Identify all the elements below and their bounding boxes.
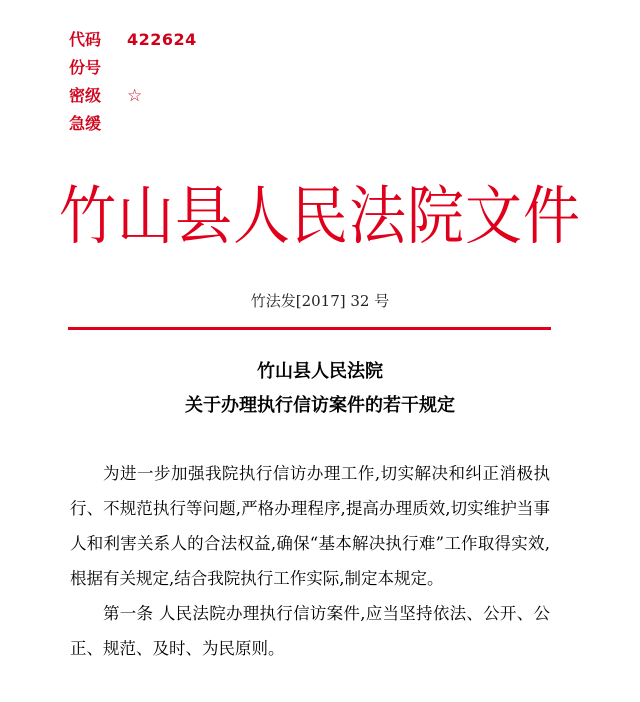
secrecy-label: 密级 [69, 86, 102, 105]
body-paragraph: 第一条 人民法院办理执行信访案件,应当坚持依法、公开、公正、规范、及时、为民原则。 [70, 604, 550, 658]
urgency-label: 急缓 [69, 114, 102, 133]
issuer-heading: 竹山县人民法院文件 [59, 179, 581, 254]
document-metadata [69, 26, 197, 138]
red-divider [68, 327, 551, 330]
body-paragraph: 为进一步加强我院执行信访办理工作,切实解决和纠正消极执行、不规范执行等问题,严格办理程序,提高办理质效,切实维护当事人和利害关系人的合法权益,确保“基本解决执行难”工作取得实效,根据有关规定,结合我院执行工作实际,制定本规定。 [70, 464, 550, 588]
code-label: 代码 [69, 30, 102, 49]
copy-number-row [69, 54, 197, 82]
document-number: 竹法发[2017] 32 号 [250, 292, 390, 310]
urgency-row [69, 110, 197, 138]
copy-number-label: 份号 [69, 58, 102, 77]
document-title-line-2: 关于办理执行信访案件的若干规定 [185, 395, 455, 416]
document-title-line-1: 竹山县人民法院 [257, 361, 383, 382]
code-row [69, 26, 197, 54]
code-value: 422624 [127, 30, 197, 49]
secrecy-row [69, 82, 197, 110]
star-icon: ☆ [127, 86, 143, 106]
document-body [70, 456, 550, 666]
